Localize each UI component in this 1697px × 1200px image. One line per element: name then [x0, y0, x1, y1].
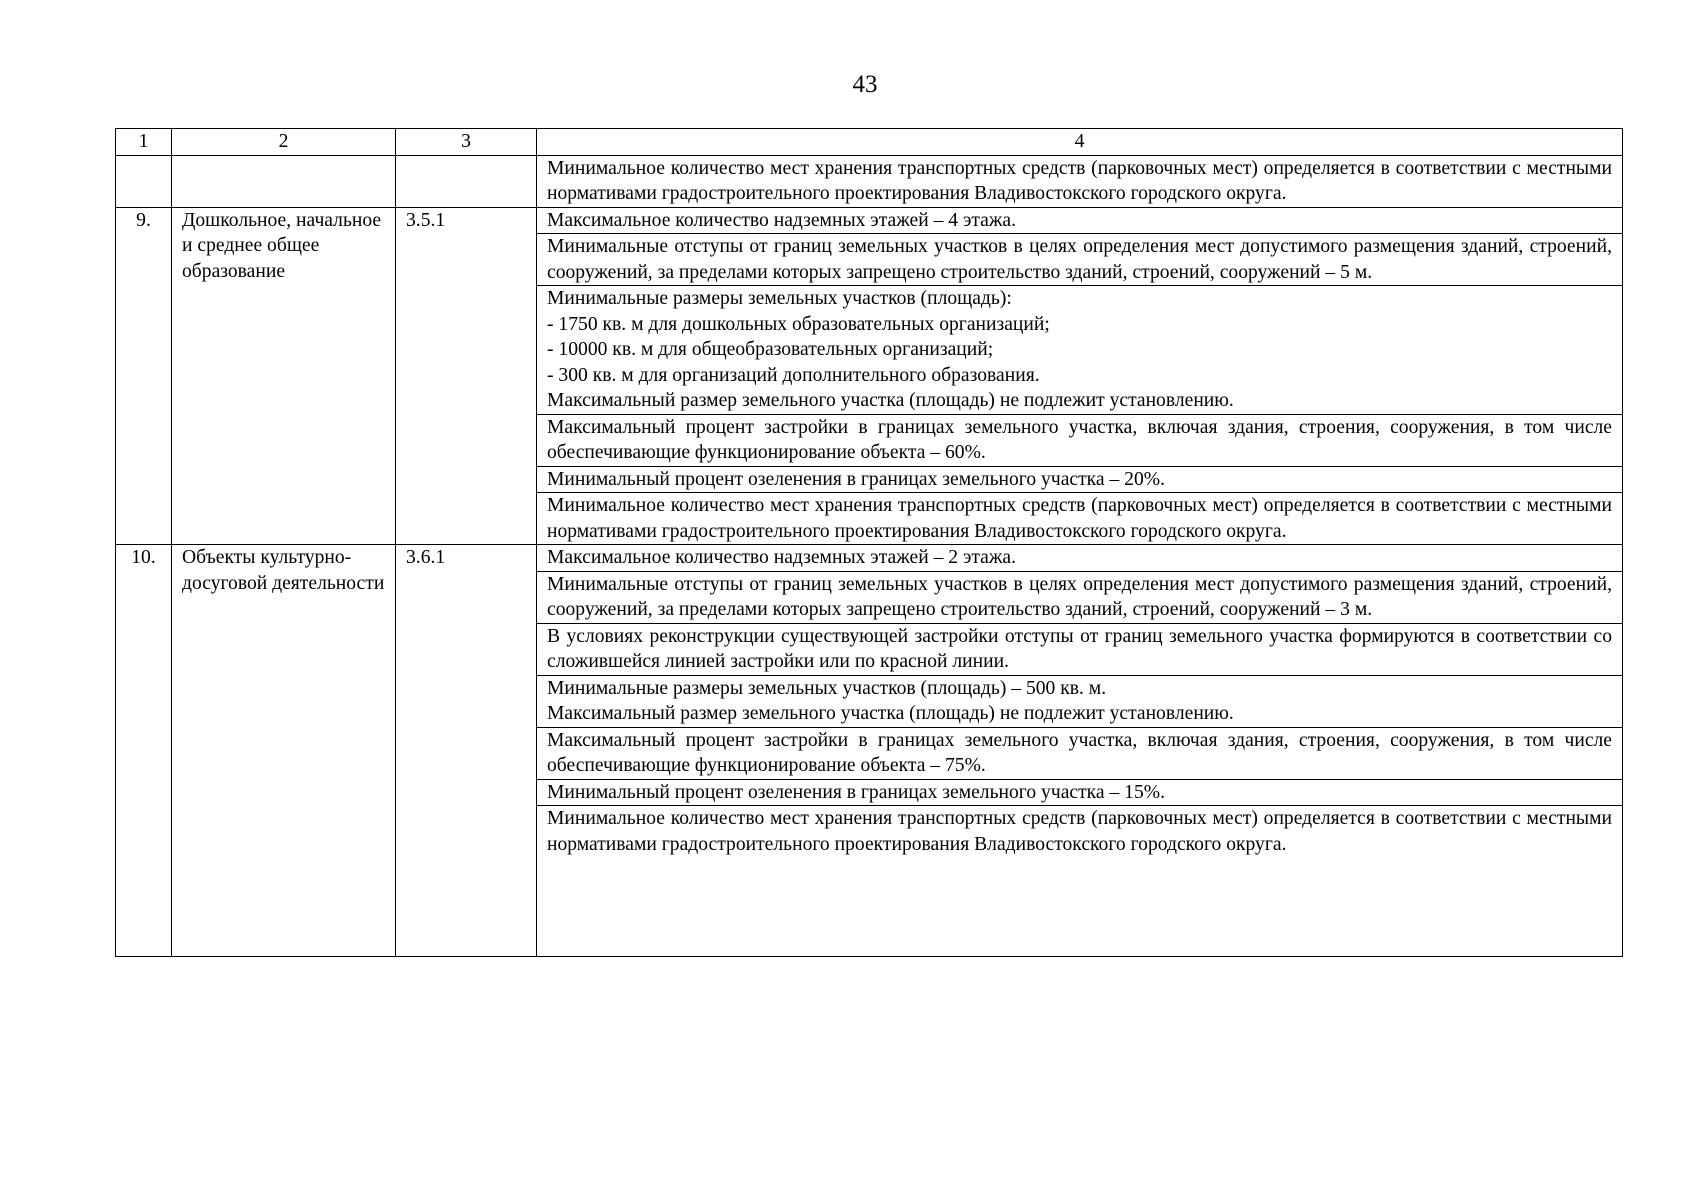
row-number-cell: 10. — [116, 545, 172, 957]
table-row — [116, 207, 1623, 234]
regulation-text-line: Минимальные размеры земельных участков (площадь) – 500 кв. м. — [547, 677, 1107, 699]
header-cell-2: 2 — [172, 129, 396, 156]
regulation-text-line: Минимальные размеры земельных участков (площадь): — [547, 288, 1012, 309]
regulation-text-cell — [537, 414, 1623, 466]
regulation-text-cell — [537, 545, 1623, 572]
regulation-text-line: В условиях реконструкции существующей застройки отступы от границ земельного участка формируются в соответствии со сложившейся линией застройки или по красной линии. — [547, 625, 1612, 672]
regulation-text-line: Минимальные отступы от границ земельных участков в целях определения мест допустимого размещения зданий, строений, сооружений, за пределами которых запрещено строительство зданий, строений, сооружений – 5 м. — [547, 236, 1612, 283]
regulation-text-line: Максимальный процент застройки в границах земельного участка, включая здания, строения, сооружения, в том числе обеспечивающие функционирование объекта – 60%. — [547, 416, 1612, 463]
use-type-code-cell: 3.5.1 — [396, 207, 537, 545]
regulations-table — [115, 128, 1623, 957]
row-number-cell: 9. — [116, 207, 172, 545]
header-cell-3: 3 — [396, 129, 537, 156]
continuation-num-cell — [116, 155, 172, 207]
regulation-text-cell — [537, 806, 1623, 957]
regulation-text-line: Минимальный процент озеленения в границах земельного участка – 15%. — [547, 781, 1165, 803]
regulation-text-line: - 300 кв. м для организаций дополнительного образования. — [547, 364, 1040, 386]
page-number: 43 — [852, 71, 878, 98]
regulation-text-cell — [537, 234, 1623, 286]
regulation-text-line: Максимальное количество надземных этажей – 2 этажа. — [547, 547, 1017, 568]
regulation-text-cell — [537, 675, 1623, 727]
regulation-text-cell — [537, 623, 1623, 675]
continuation-text-cell — [537, 155, 1623, 207]
continuation-name-cell — [172, 155, 396, 207]
regulation-text-line: Минимальный процент озеленения в границах земельного участка – 20%. — [547, 468, 1165, 490]
use-type-code-cell: 3.6.1 — [396, 545, 537, 957]
regulation-text-cell — [537, 466, 1623, 493]
regulation-text-line: Максимальный размер земельного участка (площадь) не подлежит установлению. — [547, 390, 1234, 411]
continuation-row — [116, 155, 1623, 207]
regulation-text-cell — [537, 779, 1623, 806]
regulation-text-cell — [537, 571, 1623, 623]
regulation-text-line: - 10000 кв. м для общеобразовательных организаций; — [547, 339, 994, 360]
regulation-text-cell — [537, 207, 1623, 234]
use-type-name-cell: Объекты культурно-досуговой деятельности — [172, 545, 396, 957]
regulation-text-line: Максимальный процент застройки в границах земельного участка, включая здания, строения, сооружения, в том числе обеспечивающие функционирование объекта – 75%. — [547, 729, 1612, 776]
regulation-text-line: Максимальное количество надземных этажей – 4 этажа. — [547, 209, 1017, 231]
header-cell-1: 1 — [116, 129, 172, 156]
regulation-text-cell — [537, 727, 1623, 779]
regulation-text-line: Минимальные отступы от границ земельных участков в целях определения мест допустимого размещения зданий, строений, сооружений, за пределами которых запрещено строительство зданий, строений, сооружений – 3 м. — [547, 573, 1612, 620]
regulation-text-line: - 1750 кв. м для дошкольных образовательных организаций; — [547, 313, 1050, 335]
regulation-text-cell — [537, 286, 1623, 415]
regulation-text-line: Максимальный размер земельного участка (площадь) не подлежит установлению. — [547, 703, 1234, 724]
regulation-text-line: Минимальное количество мест хранения транспортных средств (парковочных мест) определяется в соответствии с местными нормативами градостроительного проектирования Владивостокского городского округа. — [547, 495, 1612, 542]
header-row — [116, 129, 1623, 156]
continuation-code-cell — [396, 155, 537, 207]
table-row — [116, 545, 1623, 572]
regulation-text-line: Минимальное количество мест хранения транспортных средств (парковочных мест) определяется в соответствии с местными нормативами градостроительного проектирования Владивостокского городского округа. — [547, 808, 1612, 855]
regulation-text: Минимальное количество мест хранения транспортных средств (парковочных мест) определяется в соответствии с местными нормативами градостроительного проектирования Владивостокского городского округа. — [547, 157, 1612, 204]
header-cell-4: 4 — [537, 129, 1623, 156]
use-type-name-cell: Дошкольное, начальное и среднее общее образование — [172, 207, 396, 545]
regulation-text-cell — [537, 493, 1623, 545]
